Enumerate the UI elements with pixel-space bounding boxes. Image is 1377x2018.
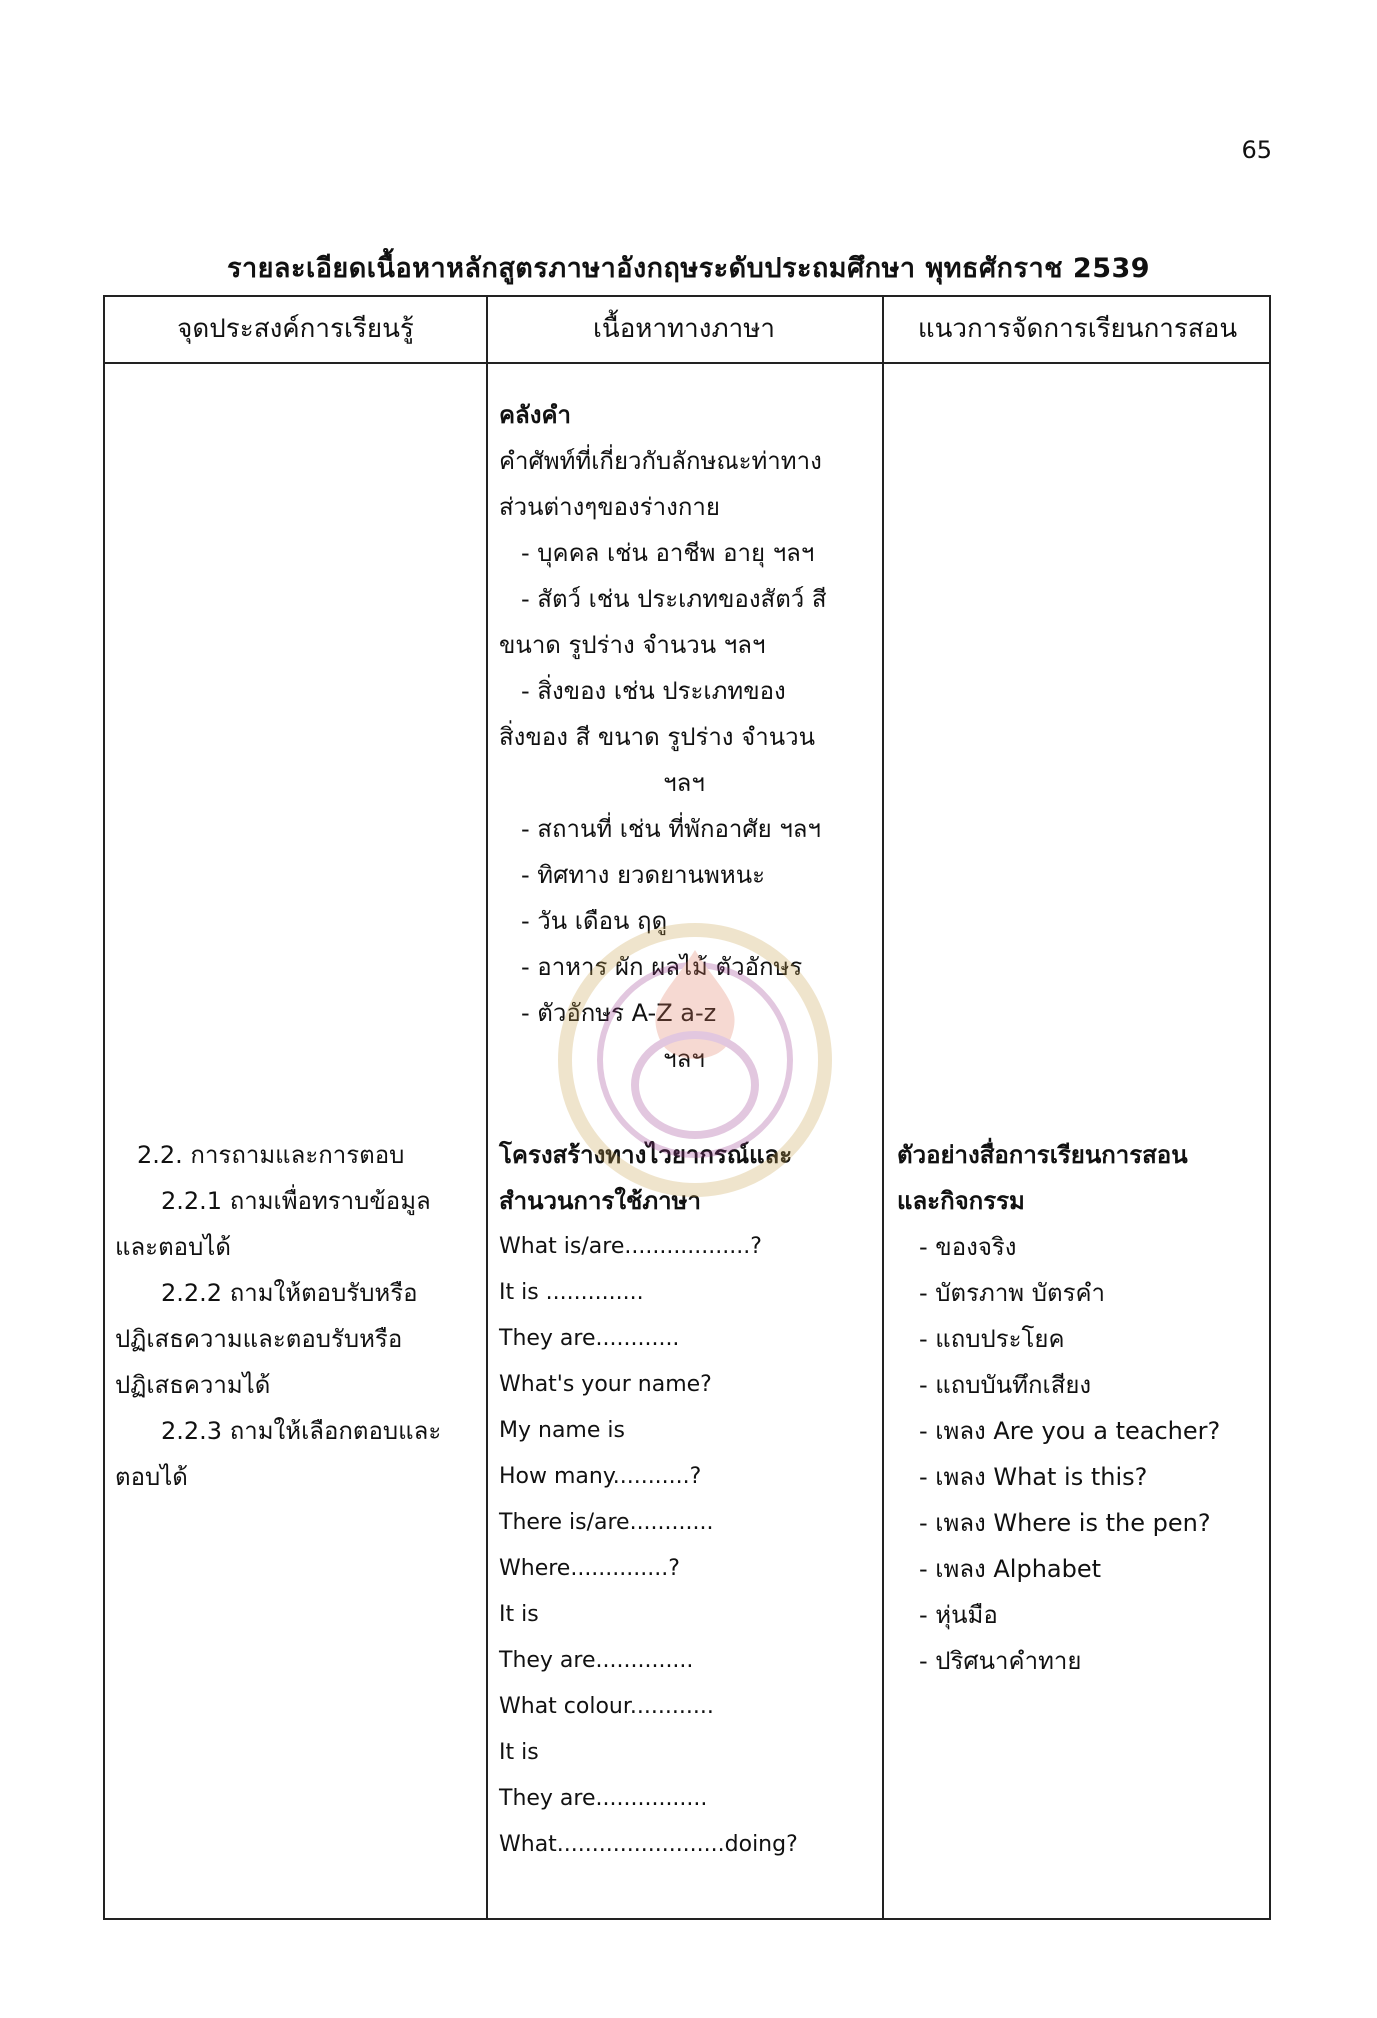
vocabulary-item: - ทิศทาง ยวดยานพหนะ xyxy=(521,861,765,889)
grammar-pattern: They are............ xyxy=(499,1326,680,1351)
media-item: - หุ่นมือ xyxy=(919,1601,998,1629)
media-heading: และกิจกรรม xyxy=(897,1187,1025,1215)
objectives-block xyxy=(115,1132,475,1500)
header-divider xyxy=(105,362,1269,364)
grammar-pattern: They are.............. xyxy=(499,1648,694,1673)
vocabulary-item: - สิ่งของ เช่น ประเภทของ xyxy=(521,677,786,705)
grammar-pattern: What colour............ xyxy=(499,1694,714,1719)
grammar-pattern: Where..............? xyxy=(499,1556,680,1581)
objective-line: ปฏิเสธความและตอบรับหรือ xyxy=(115,1325,403,1353)
vocabulary-intro: ส่วนต่างๆของร่างกาย xyxy=(499,493,720,521)
grammar-block xyxy=(499,1132,869,1868)
header-language-content: เนื้อหาทางภาษา xyxy=(593,314,775,344)
vocabulary-item: สิ่งของ สี ขนาด รูปร่าง จำนวน xyxy=(499,723,815,751)
objective-line: 2.2.1 ถามเพื่อทราบข้อมูล xyxy=(161,1187,431,1215)
grammar-heading: สำนวนการใช้ภาษา xyxy=(499,1187,701,1215)
page-number: 65 xyxy=(1241,136,1272,164)
objective-line: 2.2.3 ถามให้เลือกตอบและ xyxy=(161,1417,442,1445)
vocabulary-item: - สถานที่ เช่น ที่พักอาศัย ฯลฯ xyxy=(521,815,821,843)
objective-line: และตอบได้ xyxy=(115,1233,231,1261)
objective-line: ตอบได้ xyxy=(115,1463,188,1491)
media-item: - แถบประโยค xyxy=(919,1325,1065,1353)
header-teaching-approach: แนวการจัดการเรียนการสอน xyxy=(917,314,1238,344)
grammar-pattern: They are................ xyxy=(499,1786,708,1811)
vocabulary-item: - วัน เดือน ฤดู xyxy=(521,907,668,935)
header-objectives: จุดประสงค์การเรียนรู้ xyxy=(177,314,414,344)
vocabulary-item: ฯลฯ xyxy=(663,769,705,797)
media-item: - ปริศนาคำทาย xyxy=(919,1647,1082,1675)
media-item: - เพลง Alphabet xyxy=(919,1555,1102,1583)
grammar-pattern: It is xyxy=(499,1602,539,1627)
media-activities-block xyxy=(897,1132,1267,1684)
grammar-pattern: There is/are............ xyxy=(499,1510,714,1535)
media-item: - เพลง Where is the pen? xyxy=(919,1509,1211,1537)
grammar-pattern: It is .............. xyxy=(499,1280,644,1305)
vocabulary-intro: คำศัพท์ที่เกี่ยวกับลักษณะท่าทาง xyxy=(499,447,822,475)
vocabulary-item: - สัตว์ เช่น ประเภทของสัตว์ สี xyxy=(521,585,827,613)
vocabulary-item: - อาหาร ผัก ผลไม้ ตัวอักษร xyxy=(521,953,803,981)
media-item: - แถบบันทึกเสียง xyxy=(919,1371,1092,1399)
grammar-pattern: It is xyxy=(499,1740,539,1765)
grammar-pattern: How many...........? xyxy=(499,1464,702,1489)
media-item: - เพลง Are you a teacher? xyxy=(919,1417,1221,1445)
grammar-pattern: What's your name? xyxy=(499,1372,712,1397)
media-item: - ของจริง xyxy=(919,1233,1017,1261)
objective-line: ปฏิเสธความได้ xyxy=(115,1371,271,1399)
vocabulary-item: - ตัวอักษร A-Z a-z xyxy=(521,999,717,1027)
objective-line: 2.2.2 ถามให้ตอบรับหรือ xyxy=(161,1279,418,1307)
objective-heading: 2.2. การถามและการตอบ xyxy=(137,1141,405,1169)
vocabulary-item: ขนาด รูปร่าง จำนวน ฯลฯ xyxy=(499,631,766,659)
column-divider xyxy=(486,297,488,1918)
media-item: - บัตรภาพ บัตรคำ xyxy=(919,1279,1105,1307)
column-divider xyxy=(882,297,884,1918)
document-title: รายละเอียดเนื้อหาหลักสูตรภาษาอังกฤษระดับประถมศึกษา พุทธศักราช 2539 xyxy=(226,253,1151,284)
media-item: - เพลง What is this? xyxy=(919,1463,1148,1491)
media-heading: ตัวอย่างสื่อการเรียนการสอน xyxy=(897,1141,1188,1169)
grammar-pattern: What........................doing? xyxy=(499,1832,798,1857)
grammar-pattern: What is/are..................? xyxy=(499,1234,762,1259)
vocabulary-heading: คลังคำ xyxy=(499,401,572,429)
vocabulary-item: - บุคคล เช่น อาชีพ อายุ ฯลฯ xyxy=(521,539,815,567)
vocabulary-item: ฯลฯ xyxy=(663,1045,705,1073)
grammar-heading: โครงสร้างทางไวยากรณ์และ xyxy=(499,1141,793,1169)
watermark-seal-icon xyxy=(545,910,845,1210)
grammar-pattern: My name is xyxy=(499,1418,625,1443)
